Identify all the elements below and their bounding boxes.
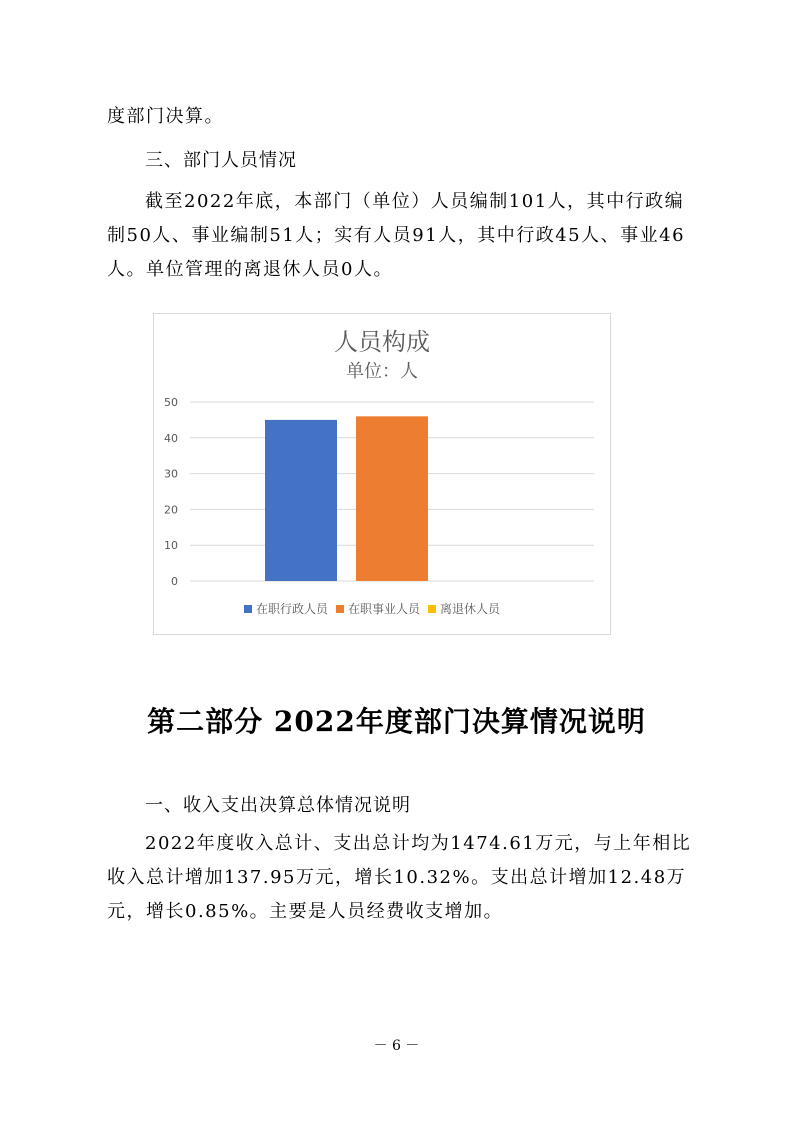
bar-1: [265, 420, 337, 581]
legend-label: 在职行政人员: [256, 602, 329, 616]
continuation-text: 度部门决算。: [107, 106, 224, 127]
section1-body: 2022年度收入总计、支出总计均为1474.61万元，与上年相比收入总计增加137.95万元，增长10.32%。支出总计增加12.48万元，增长0.85%。主要是人员经费收支增加。: [107, 833, 692, 922]
section1-heading: 一、收入支出决算总体情况说明: [145, 795, 411, 816]
legend-swatch: [336, 605, 344, 613]
chart-subtitle: 单位：人: [346, 361, 418, 382]
y-tick-label: 20: [164, 503, 178, 517]
y-tick-label: 10: [164, 539, 178, 553]
legend-swatch: [244, 605, 252, 613]
personnel-chart: [153, 313, 611, 635]
y-tick-label: 40: [164, 431, 178, 445]
legend-label: 离退休人员: [440, 602, 501, 616]
legend-label: 在职事业人员: [348, 602, 421, 616]
section3-heading: 三、部门人员情况: [145, 150, 297, 171]
bar-2: [356, 416, 428, 581]
legend-swatch: [428, 605, 436, 613]
part2-title: 第二部分 2022年度部门决算情况说明: [147, 705, 646, 738]
y-tick-label: 30: [164, 467, 178, 481]
chart-svg: [154, 314, 610, 634]
section3-body: 截至2022年底，本部门（单位）人员编制101人，其中行政编制50人、事业编制51人；实有人员91人，其中行政45人、事业46人。单位管理的离退休人员0人。: [107, 191, 686, 280]
y-tick-label: 50: [164, 396, 178, 409]
page-number: － 6 －: [373, 1038, 420, 1054]
y-tick-label: 0: [171, 575, 178, 588]
chart-title: 人员构成: [334, 328, 430, 356]
